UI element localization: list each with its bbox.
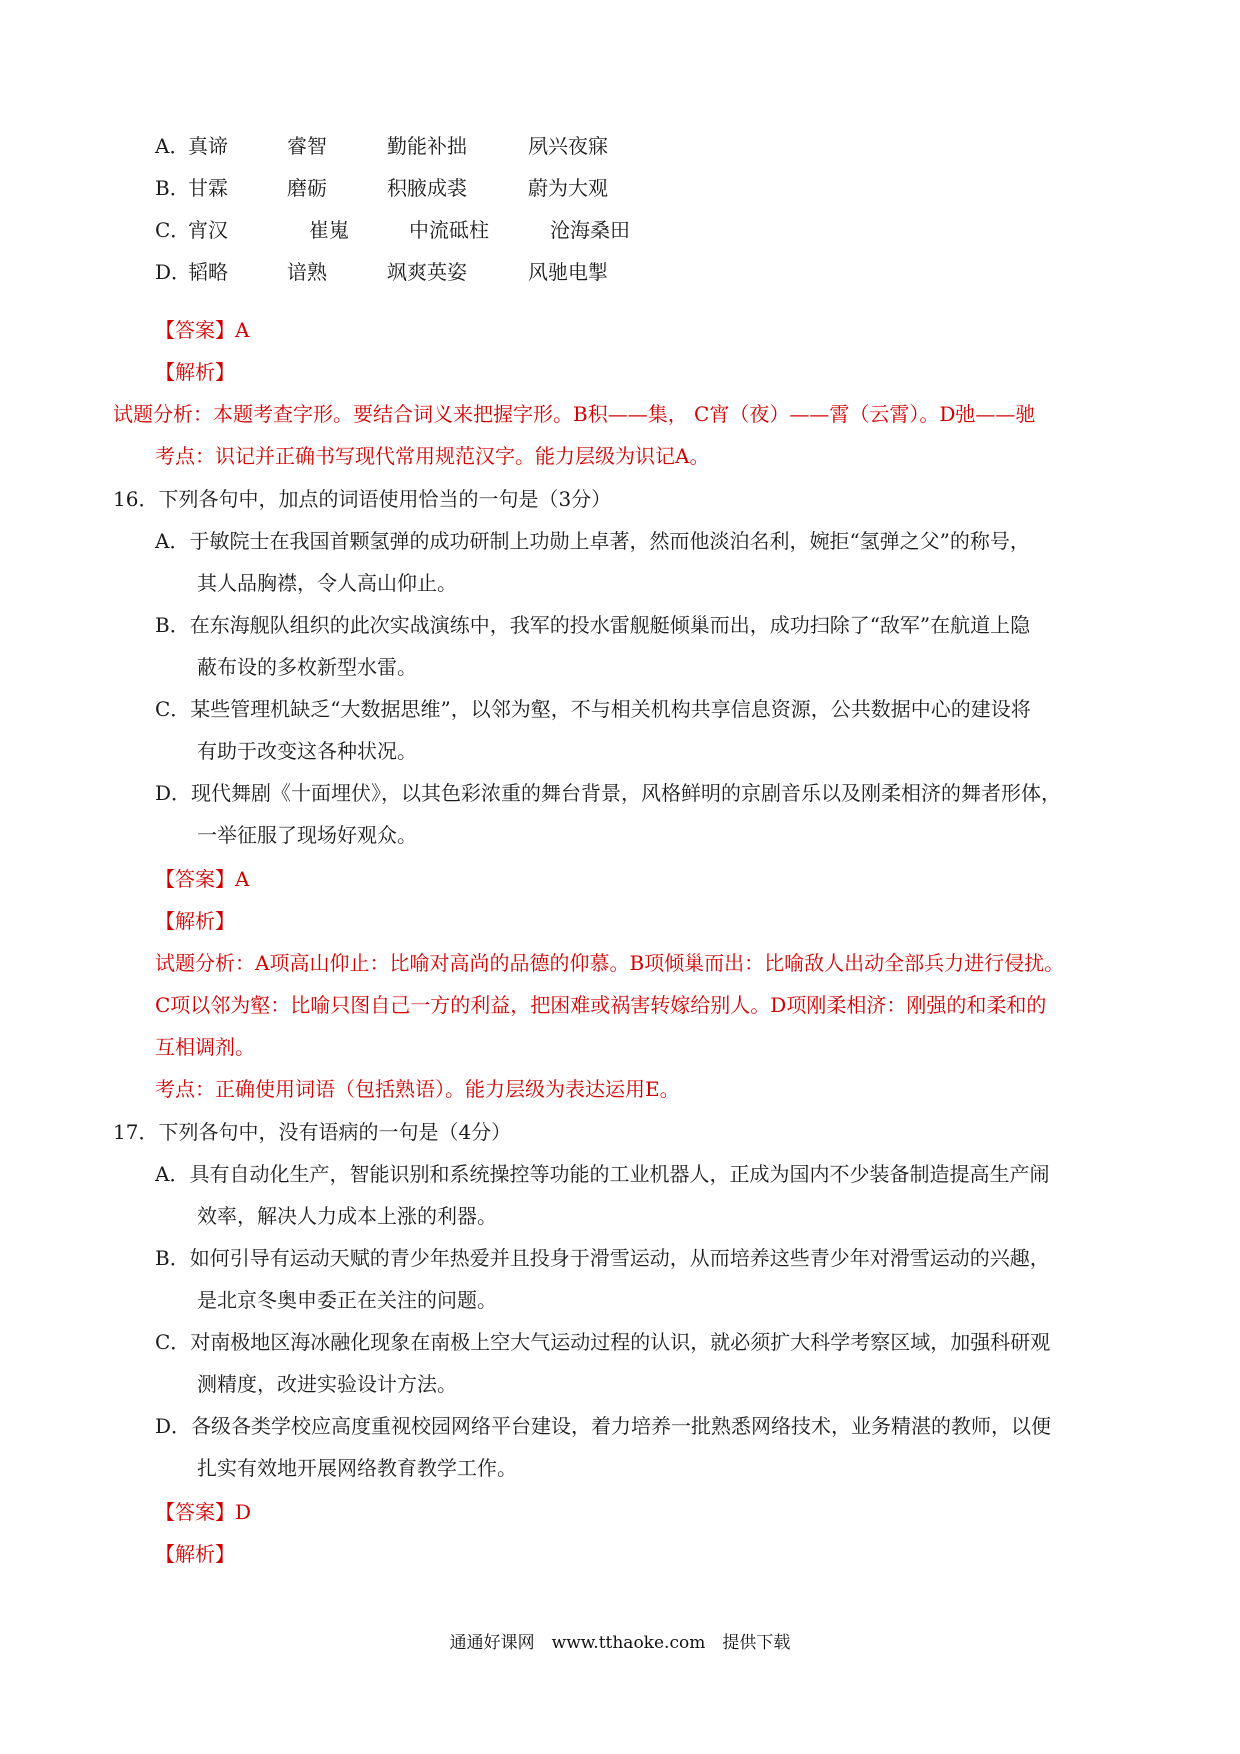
q16-option-d-line2: 一举征服了现场好观众。 — [197, 823, 417, 847]
option-letter: D． — [155, 260, 192, 284]
q17-option-b-line1: B．如何引导有运动天赋的青少年热爱并且投身于滑雪运动，从而培养这些青少年对滑雪运动的兴趣， — [155, 1246, 1050, 1270]
q16-analysis-label: 【解析】 — [155, 909, 235, 933]
page-footer: 通通好课网 www.tthaoke.com 提供下载 — [449, 1633, 791, 1653]
option-word-1: 甘霖 — [188, 176, 228, 200]
q17-option-d-line2: 扎实有效地开展网络教育教学工作。 — [197, 1456, 517, 1480]
q16-option-a-line1: A．于敏院士在我国首颗氢弹的成功研制上功勋上卓著，然而他淡泊名利，婉拒“氢弹之父”的称号， — [155, 529, 1030, 553]
option-word-4: 蔚为大观 — [528, 176, 608, 200]
option-word-4: 风驰电掣 — [528, 260, 608, 284]
option-word-3: 积腋成裘 — [387, 176, 467, 200]
q16-answer: 【答案】A — [155, 867, 250, 891]
q17-option-d-line1: D．各级各类学校应高度重视校园网络平台建设，着力培养一批熟悉网络技术，业务精湛的教师，以便 — [155, 1414, 1052, 1438]
option-letter: C． — [155, 218, 191, 242]
q16-option-b-line1: B．在东海舰队组织的此次实战演练中，我军的投水雷舰艇倾巢而出，成功扫除了“敌军”在航道上隐 — [155, 613, 1031, 637]
q17-option-a-line1: A．具有自动化生产，智能识别和系统操控等功能的工业机器人，正成为国内不少装备制造提高生产闹 — [155, 1162, 1050, 1186]
q17-stem: 17．下列各句中，没有语病的一句是（4分） — [113, 1120, 512, 1144]
option-letter: A． — [155, 134, 190, 158]
option-word-2: 崔嵬 — [309, 218, 349, 242]
option-letter: B． — [155, 176, 190, 200]
q16-exam-point: 考点：正确使用词语（包括熟语）。能力层级为表达运用E。 — [155, 1077, 680, 1101]
option-word-3: 飒爽英姿 — [387, 260, 467, 284]
q15-analysis-label: 【解析】 — [155, 360, 235, 384]
q17-option-c-line1: C．对南极地区海冰融化现象在南极上空大气运动过程的认识，就必须扩大科学考察区域，加强科研观 — [155, 1330, 1051, 1354]
q16-option-d-line1: D．现代舞剧《十面埋伏》，以其色彩浓重的舞台背景，风格鲜明的京剧音乐以及刚柔相济的舞者形体， — [155, 781, 1062, 805]
q17-option-a-line2: 效率，解决人力成本上涨的利器。 — [197, 1204, 497, 1228]
option-word-4: 夙兴夜寐 — [528, 134, 608, 158]
option-word-2: 睿智 — [287, 134, 327, 158]
option-word-4: 沧海桑田 — [550, 218, 630, 242]
q15-answer: 【答案】A — [155, 318, 250, 342]
q17-option-b-line2: 是北京冬奥申委正在关注的问题。 — [197, 1288, 497, 1312]
q16-analysis-line1: 试题分析：A项高山仰止：比喻对高尚的品德的仰慕。B项倾巢而出：比喻敌人出动全部兵力进行侵扰。 — [155, 951, 1065, 975]
q17-answer: 【答案】D — [155, 1500, 252, 1524]
option-word-2: 磨砺 — [287, 176, 327, 200]
q17-analysis-label: 【解析】 — [155, 1542, 235, 1566]
q16-option-a-line2: 其人品胸襟，令人高山仰止。 — [197, 571, 457, 595]
option-word-3: 勤能补拙 — [387, 134, 467, 158]
option-word-1: 宵汉 — [188, 218, 228, 242]
q16-analysis-line3: 互相调剂。 — [155, 1035, 255, 1059]
option-word-3: 中流砥柱 — [409, 218, 489, 242]
q16-option-b-line2: 蔽布设的多枚新型水雷。 — [197, 655, 417, 679]
option-word-1: 真谛 — [188, 134, 228, 158]
option-word-2: 谙熟 — [287, 260, 327, 284]
q16-option-c-line1: C．某些管理机缺乏“大数据思维”，以邻为壑，不与相关机构共享信息资源，公共数据中心的建设将 — [155, 697, 1031, 721]
option-word-1: 韬略 — [188, 260, 228, 284]
q15-analysis-text: 试题分析：本题考查字形。要结合词义来把握字形。B积——集， C宵（夜）——霄（云霄）。D弛——驰 — [113, 402, 1036, 426]
q16-stem: 16．下列各句中，加点的词语使用恰当的一句是（3分） — [113, 487, 612, 511]
q17-option-c-line2: 测精度，改进实验设计方法。 — [197, 1372, 457, 1396]
q16-analysis-line2: C项以邻为壑：比喻只图自己一方的利益，把困难或祸害转嫁给别人。D项刚柔相济：刚强的和柔和的 — [155, 993, 1047, 1017]
q16-option-c-line2: 有助于改变这各种状况。 — [197, 739, 417, 763]
q15-exam-point: 考点：识记并正确书写现代常用规范汉字。能力层级为识记A。 — [155, 444, 710, 468]
